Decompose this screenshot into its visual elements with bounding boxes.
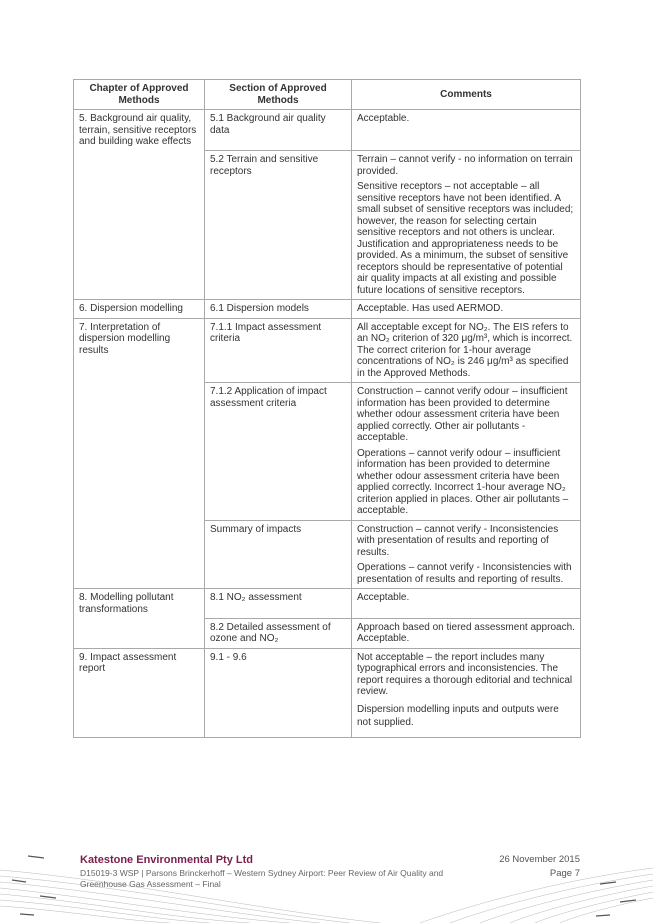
comment-text: Operations – cannot verify odour – insufficient information has been provided to determine whether odour assessment criteria have been applied correctly. Incorrect 1-hour average NO₂ criterion applied in places. Other air pollutants – acceptable. xyxy=(357,447,569,516)
chapter-cell xyxy=(74,151,205,300)
document-date: 26 November 2015 xyxy=(499,854,580,865)
comment-text: Not acceptable – the report includes many typographical errors and inconsistencies. The report requires a thorough editorial and technical review. xyxy=(357,651,573,697)
comment-text: Approach based on tiered assessment approach. Acceptable. xyxy=(357,621,575,644)
chapter-cell: 9. Impact assessment report xyxy=(74,648,205,737)
section-cell: 8.2 Detailed assessment of ozone and NO₂ xyxy=(205,618,352,648)
chapter-cell: 6. Dispersion modelling xyxy=(74,300,205,319)
comments-cell xyxy=(352,110,581,151)
header-comments: Comments xyxy=(352,80,581,110)
section-cell: 5.1 Background air quality data xyxy=(205,110,352,151)
table-row xyxy=(74,300,581,319)
table-row xyxy=(74,151,581,300)
chapter-cell: 7. Interpretation of dispersion modelling results xyxy=(74,318,205,383)
section-cell: 7.1.1 Impact assessment criteria xyxy=(205,318,352,383)
chapter-cell: 8. Modelling pollutant transformations xyxy=(74,589,205,619)
comment-text: Construction – cannot verify - Inconsistencies with presentation of results and reporting of results. xyxy=(357,523,559,558)
comment-text: All acceptable except for NO₂. The EIS refers to an NO₂ criterion of 320 μg/m³, which is incorrect. The correct criterion for 1-hour average concentrations of NO₂ is 246 μg/m³ as specified in the Approved Methods. xyxy=(357,321,573,379)
header-chapter: Chapter of Approved Methods xyxy=(74,80,205,110)
comments-cell xyxy=(352,520,581,589)
table-row xyxy=(74,383,581,521)
table-row xyxy=(74,110,581,151)
table-header-row xyxy=(74,80,581,110)
page-footer xyxy=(0,840,653,923)
section-cell: 8.1 NO₂ assessment xyxy=(205,589,352,619)
chapter-cell xyxy=(74,618,205,648)
chapter-cell xyxy=(74,520,205,589)
section-cell: 7.1.2 Application of impact assessment criteria xyxy=(205,383,352,521)
table-row xyxy=(74,520,581,589)
section-cell: 5.2 Terrain and sensitive receptors xyxy=(205,151,352,300)
document-reference: D15019-3 WSP | Parsons Brinckerhoff – Western Sydney Airport: Peer Review of Air Quality and Greenhouse Gas Assessment – Final xyxy=(80,868,444,889)
comments-cell xyxy=(352,318,581,383)
page-number: Page 7 xyxy=(549,868,580,879)
comments-cell xyxy=(352,300,581,319)
section-cell: 9.1 - 9.6 xyxy=(205,648,352,737)
comments-cell xyxy=(352,151,581,300)
comments-cell xyxy=(352,589,581,619)
comment-text: Acceptable. xyxy=(357,592,410,603)
comment-text: Operations – cannot verify - Inconsistencies with presentation of results and reporting of results. xyxy=(357,562,572,585)
section-cell: Summary of impacts xyxy=(205,520,352,589)
comment-text: Acceptable. xyxy=(357,113,410,124)
table-row xyxy=(74,318,581,383)
comments-cell xyxy=(352,383,581,521)
comments-cell xyxy=(352,648,581,737)
table-row xyxy=(74,648,581,737)
comment-text: Terrain – cannot verify - no information on terrain provided. xyxy=(357,154,573,177)
chapter-cell: 5. Background air quality, terrain, sensitive receptors and building wake effects xyxy=(74,110,205,151)
chapter-cell xyxy=(74,383,205,521)
header-section: Section of Approved Methods xyxy=(205,80,352,110)
section-cell: 6.1 Dispersion models xyxy=(205,300,352,319)
table-row xyxy=(74,589,581,619)
comment-text: Dispersion modelling inputs and outputs were not supplied. xyxy=(357,703,559,728)
company-name: Katestone Environmental Pty Ltd xyxy=(80,854,253,866)
review-table xyxy=(73,79,581,738)
comment-text: Sensitive receptors – not acceptable – all sensitive receptors have not been identified. A small subset of sensitive receptors was included; however, the reason for selecting certain sensitive receptors and not others is unclear. Justification and appropriateness needs to be provided. As a minimum, the subset of sensitive receptors should be representative of potential air quality impacts at all existing and possible future locations of sensitive receptors. xyxy=(357,181,574,296)
comment-text: Construction – cannot verify odour – insufficient information has been provided to determine whether odour assessment criteria have been applied correctly. Other air pollutants - acceptable. xyxy=(357,386,568,443)
comment-text: Acceptable. Has used AERMOD. xyxy=(357,303,504,314)
table-row xyxy=(74,618,581,648)
comments-cell xyxy=(352,618,581,648)
